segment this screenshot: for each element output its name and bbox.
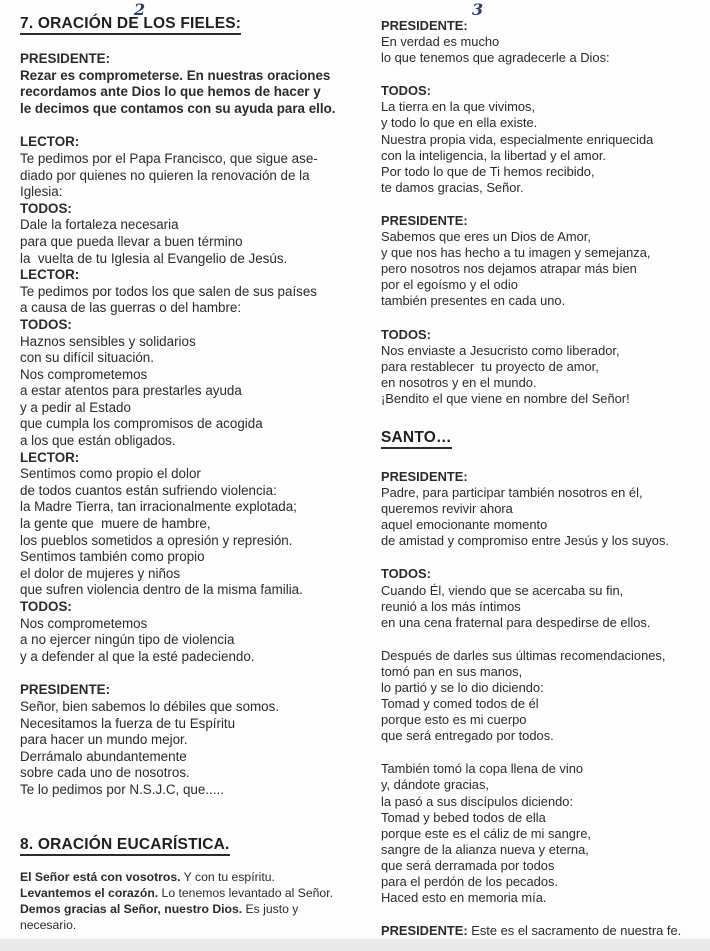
speaker-label: TODOS: <box>20 599 72 614</box>
speaker-label: LECTOR: <box>20 134 80 150</box>
speech-block <box>20 267 354 317</box>
speaker-label: TODOS: <box>381 326 431 342</box>
text-line: También tomó la copa llena de vino <box>381 761 584 777</box>
text-line: Tomad y bebed todos de ella <box>381 809 546 825</box>
text-line: lo partió y se lo dio diciendo: <box>381 680 544 695</box>
dialog-speaker: Demos gracias al Señor, nuestro Dios. <box>20 901 243 916</box>
speaker-label: PRESIDENTE: <box>20 51 111 66</box>
dialog-line <box>20 885 354 901</box>
text-line: Sentimos también como propio <box>20 549 205 565</box>
text-line: para hacer un mundo mejor. <box>20 732 188 748</box>
speaker-label: TODOS: <box>20 200 72 216</box>
text-line: a causa de las guerras o del hambre: <box>20 300 242 316</box>
text-line: el dolor de mujeres y niños <box>20 565 181 581</box>
heading-text: 7. ORACIÓN DE LOS FIELES: <box>20 15 241 35</box>
heading-text: 8. ORACIÓN EUCARÍSTICA. <box>20 836 230 856</box>
text-line: ¡Bendito el que viene en nombre del Señor! <box>381 390 630 406</box>
text-line: recordamos ante Dios lo que hemos de hacer y <box>20 84 321 100</box>
page-number-3: 3 <box>472 0 484 19</box>
text-line: Rezar es comprometerse. En nuestras oraciones <box>20 67 331 83</box>
text-line: también presentes en cada uno. <box>381 293 566 309</box>
text-line: diado por quienes no quieren la renovación de la <box>20 167 310 183</box>
speech-block <box>381 566 707 630</box>
text-line: Iglesia: <box>20 184 63 200</box>
text-line: Derrámalo abundantemente <box>20 748 187 764</box>
page-3-column <box>381 18 707 951</box>
text-line: que sufren violencia dentro de la misma familia. <box>20 582 303 598</box>
dialog-line <box>20 869 354 885</box>
speaker-label: TODOS: <box>381 83 431 99</box>
dialog-speaker: El Señor está con vosotros. <box>20 869 181 884</box>
speech-block <box>20 201 354 267</box>
text-line: con la inteligencia, la libertad y el amor. <box>381 147 606 163</box>
text-line: Te lo pedimos por N.S.J.C, que..... <box>20 781 224 797</box>
text-line: Por todo lo que de Ti hemos recibido, <box>381 163 595 179</box>
speech-block <box>20 599 354 665</box>
text-line: en nosotros y en el mundo. <box>381 374 537 390</box>
text-line: a no ejercer ningún tipo de violencia <box>20 632 235 648</box>
text-line: la Madre Tierra, tan irracionalmente explotada; <box>20 499 297 515</box>
text-line: para restablecer tu proyecto de amor, <box>381 358 599 374</box>
dialog-response: Es justo y necesario. <box>20 901 302 933</box>
speaker-label: PRESIDENTE: <box>381 468 468 484</box>
speech-block <box>20 682 354 798</box>
text-line: los pueblos sometidos a opresión y represión. <box>20 532 293 548</box>
text-line: y a defender al que la esté padeciendo. <box>20 648 255 664</box>
text-line: la gente que muere de hambre, <box>20 516 211 532</box>
text-line: y a pedir al Estado <box>20 399 131 415</box>
dialog-response: Lo tenemos levantado al Señor. <box>158 885 333 900</box>
text-line: porque este es el cáliz de mi sangre, <box>381 825 591 841</box>
section-heading <box>20 14 354 34</box>
text-line: Dale la fortaleza necesaria <box>20 217 179 233</box>
text-line: Nos comprometemos <box>20 366 148 382</box>
text-line: Sabemos que eres un Dios de Amor, <box>381 229 591 245</box>
text-line: de todos cuantos están sufriendo violencia: <box>20 482 277 498</box>
text-line: y todo lo que en ella existe. <box>381 115 538 131</box>
text-line: de amistad y compromiso entre Jesús y los suyos. <box>381 533 670 549</box>
text-line: Nuestra propia vida, especialmente enriquecida <box>381 131 654 147</box>
dialog-speaker: PRESIDENTE: <box>381 923 468 939</box>
speech-block <box>381 648 707 745</box>
speech-block <box>381 761 707 906</box>
text-line: que será entregado por todos. <box>381 728 554 744</box>
speech-block <box>381 469 707 549</box>
text-line: sangre de la alianza nueva y eterna, <box>381 841 589 857</box>
text-line: por el egoísmo y el odio <box>381 277 518 293</box>
text-line: En verdad es mucho <box>381 34 500 50</box>
text-line: para el perdón de los pecados. <box>381 874 559 890</box>
text-line: Tomad y comed todos de él <box>381 696 539 712</box>
heading-text: SANTO… <box>381 429 452 449</box>
speaker-label: LECTOR: <box>20 267 80 283</box>
text-line: Padre, para participar también nosotros en él, <box>381 485 643 501</box>
text-line: aquel emocionante momento <box>381 517 548 533</box>
text-line: pero nosotros nos dejamos atrapar más bien <box>381 261 637 277</box>
section-heading <box>381 428 707 448</box>
text-line: que cumpla los compromisos de acogida <box>20 416 263 432</box>
text-line: a los que están obligados. <box>20 433 176 449</box>
text-line: queremos revivir ahora <box>381 501 513 517</box>
speech-block <box>20 51 354 117</box>
dialog-speaker: Levantemos el corazón. <box>20 885 159 900</box>
dialog-line <box>381 923 707 939</box>
speaker-label: TODOS: <box>20 316 72 332</box>
text-line: lo que tenemos que agradecerle a Dios: <box>381 50 610 66</box>
text-line: le decimos que contamos con su ayuda para ello. <box>20 100 336 116</box>
dialog-block <box>20 869 354 934</box>
text-line: Cuando Él, viendo que se acercaba su fin, <box>381 582 624 598</box>
text-line: tomó pan en sus manos, <box>381 663 523 679</box>
text-line: a estar atentos para prestarles ayuda <box>20 383 242 399</box>
speaker-label: TODOS: <box>381 566 431 582</box>
text-line: Te pedimos por todos los que salen de sus países <box>20 283 318 299</box>
scanner-edge-shadow <box>0 938 710 951</box>
text-line: para que pueda llevar a buen término <box>20 233 243 249</box>
text-line: sobre cada uno de nosotros. <box>20 765 190 781</box>
speaker-label: PRESIDENTE: <box>381 18 468 33</box>
text-line: te damos gracias, Señor. <box>381 179 524 195</box>
dialog-line <box>20 901 354 933</box>
text-line: la vuelta de tu Iglesia al Evangelio de Jesús. <box>20 250 288 266</box>
text-line: La tierra en la que vivimos, <box>381 99 536 115</box>
text-line: Te pedimos por el Papa Francisco, que sigue ase- <box>20 150 318 166</box>
text-line: en una cena fraternal para despedirse de ellos. <box>381 614 651 630</box>
speech-block <box>20 134 354 200</box>
dialog-response: Y con tu espíritu. <box>180 869 275 884</box>
text-line: la pasó a sus discípulos diciendo: <box>381 793 574 809</box>
speaker-label: PRESIDENTE: <box>20 682 111 698</box>
text-line: con su difícil situación. <box>20 350 154 366</box>
speech-block <box>381 213 707 310</box>
speech-block <box>381 83 707 196</box>
text-line: Haced esto en memoria mía. <box>381 890 547 906</box>
speaker-label: PRESIDENTE: <box>381 212 468 228</box>
speech-block <box>20 450 354 599</box>
text-line: Sentimos como propio el dolor <box>20 466 201 482</box>
text-line: y, dándote gracias, <box>381 777 489 793</box>
section-heading <box>20 835 354 855</box>
text-line: porque esto es mi cuerpo <box>381 712 527 728</box>
speech-block <box>381 327 707 407</box>
page-number-2: 2 <box>134 0 146 19</box>
speech-block <box>20 317 354 450</box>
text-line: que será derramada por todos <box>381 857 555 873</box>
text-line: y que nos has hecho a tu imagen y semejanza, <box>381 245 651 261</box>
text-line: reunió a los más íntimos <box>381 598 521 614</box>
speaker-label: LECTOR: <box>20 449 80 465</box>
text-line: Haznos sensibles y solidarios <box>20 333 196 349</box>
speech-block <box>381 18 707 66</box>
text-line: Después de darles sus últimas recomendaciones, <box>381 647 666 663</box>
text-line: Nos comprometemos <box>20 615 148 631</box>
dialog-response: Este es el sacramento de nuestra fe. <box>467 923 682 939</box>
text-line: Nos enviaste a Jesucristo como liberador, <box>381 342 620 358</box>
text-line: Necesitamos la fuerza de tu Espíritu <box>20 715 236 731</box>
page-2-column <box>20 14 354 933</box>
text-line: Señor, bien sabemos lo débiles que somos. <box>20 698 280 714</box>
